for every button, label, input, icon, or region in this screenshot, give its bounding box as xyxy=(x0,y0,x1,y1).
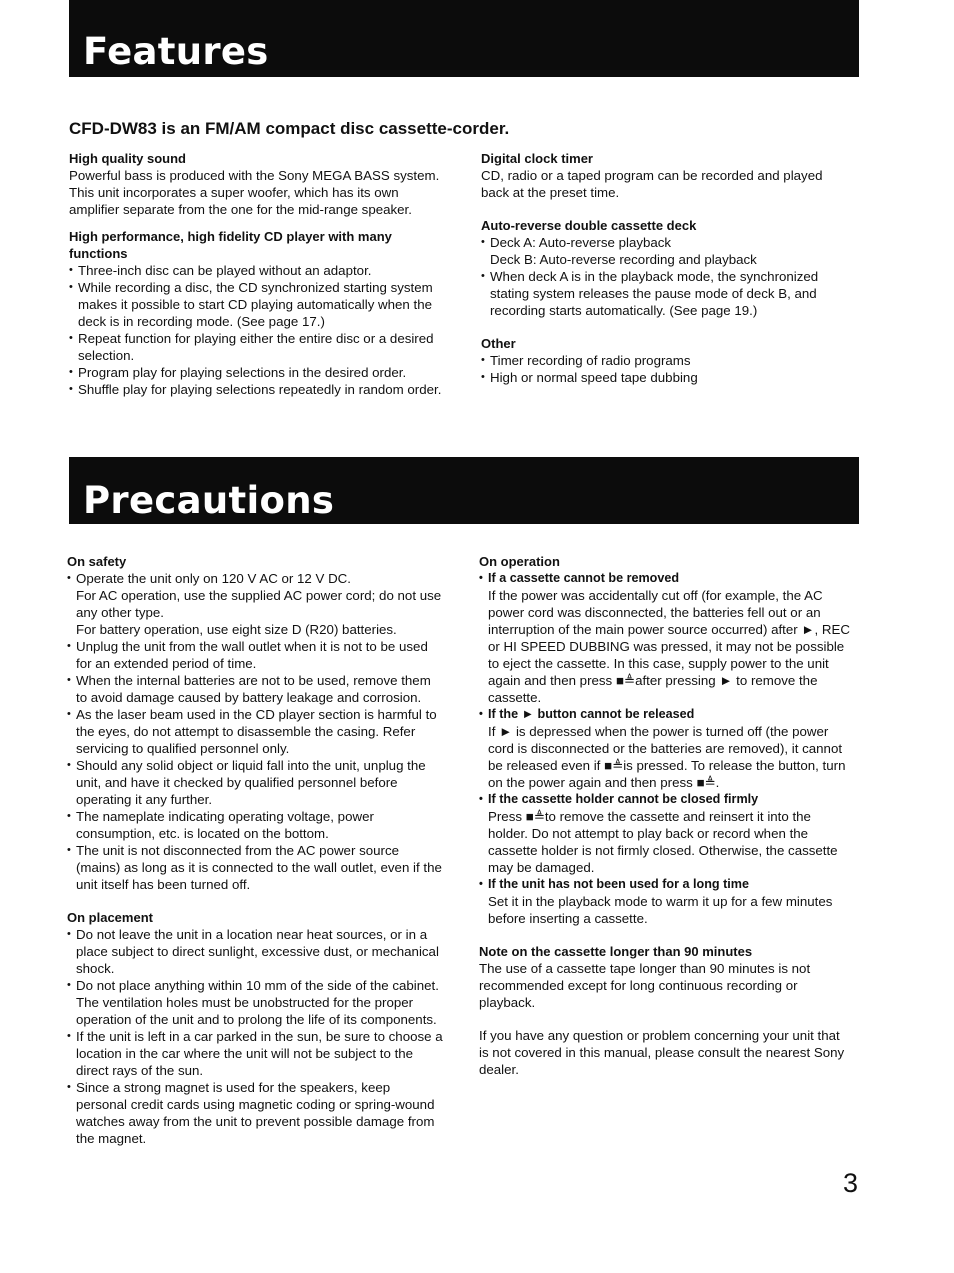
subheading: • If a cassette cannot be removed xyxy=(479,570,851,587)
section-heading: Note on the cassette longer than 90 minutes xyxy=(479,944,753,959)
features-subtitle: CFD-DW83 is an FM/AM compact disc cassette-corder. xyxy=(69,119,510,138)
on-operation-section xyxy=(479,553,851,927)
section-heading: High performance, high fidelity CD player with many functions xyxy=(69,229,392,261)
features-left-column xyxy=(69,150,444,414)
list-item: • As the laser beam used in the CD player section is harmful to the eyes, do not attempt to disassemble the casing. Refer servicing to qualified personnel only. xyxy=(67,706,443,757)
list-item: • Unplug the unit from the wall outlet when it is not to be used for an extended period of time. xyxy=(67,638,443,672)
feature-cassette-deck xyxy=(481,217,849,319)
list-item: • Shuffle play for playing selections repeatedly in random order. xyxy=(69,381,444,398)
section-heading: On operation xyxy=(479,554,560,569)
bullet-list xyxy=(67,926,443,1147)
page-number: 3 xyxy=(842,1168,858,1198)
section-heading: Other xyxy=(481,336,516,351)
list-item: • Program play for playing selections in the desired order. xyxy=(69,364,444,381)
section-heading: On placement xyxy=(67,910,153,925)
deck-b-text: Deck B: Auto-reverse recording and playback xyxy=(490,252,757,267)
list-item xyxy=(481,234,849,268)
section-heading: Digital clock timer xyxy=(481,151,593,166)
feature-cd-player xyxy=(69,228,444,398)
features-right-column xyxy=(481,150,849,402)
list-item: • While recording a disc, the CD synchronized starting system makes it possible to start CD playing automatically when the deck is in recording mode. (See page 17.) xyxy=(69,279,444,330)
paragraph: If ► is depressed when the power is turned off (the power cord is disconnected or the batteries are removed), it cannot be released even if ■≜is pressed. To release the button, turn on the power again and then press ■≜. xyxy=(488,724,846,790)
list-item: • When deck A is in the playback mode, the synchronized stating system releases the pause mode of deck B, and recording starts automatically. (See page 19.) xyxy=(481,268,849,319)
features-banner xyxy=(69,0,859,77)
precautions-banner xyxy=(69,457,859,524)
list-item: • Should any solid object or liquid fall into the unit, unplug the unit, and have it checked by qualified personnel before operating it any further. xyxy=(67,757,443,808)
paragraph: Press ■≜to remove the cassette and reinsert it into the holder. Do not attempt to play back or record when the cassette holder is not firmly closed. Otherwise, the cassette may be damaged. xyxy=(488,809,838,875)
list-item-subtext: For battery operation, use eight size D (R20) batteries. xyxy=(76,622,397,637)
features-title: Features xyxy=(83,30,269,73)
paragraph: The use of a cassette tape longer than 90 minutes is not recommended except for long continuous recording or playback. xyxy=(479,961,811,1010)
precautions-title: Precautions xyxy=(83,479,335,522)
list-item: • Do not place anything within 10 mm of the side of the cabinet. The ventilation holes must be unobstructed for the proper operation of the unit and to prolong the life of its components. xyxy=(67,977,443,1028)
feature-high-quality-sound xyxy=(69,150,444,218)
paragraph: CD, radio or a taped program can be recorded and played back at the preset time. xyxy=(481,168,823,200)
section-heading: On safety xyxy=(67,554,127,569)
list-item: • Since a strong magnet is used for the speakers, keep personal credit cards using magnetic coding or spring-wound watches away from the unit to prevent possible damage from the magnet. xyxy=(67,1079,443,1147)
paragraph: Set it in the playback mode to warm it up for a few minutes before inserting a cassette. xyxy=(488,894,833,926)
paragraph: This unit incorporates a super woofer, which has its own amplifier separate from the one for the mid-range speaker. xyxy=(69,185,412,217)
precautions-right-column xyxy=(479,553,851,1078)
feature-digital-clock-timer xyxy=(481,150,849,201)
bullet-list xyxy=(481,234,849,319)
subheading: • If the unit has not been used for a long time xyxy=(479,876,851,893)
closing-paragraph: If you have any question or problem concerning your unit that is not covered in this manual, please consult the nearest Sony dealer. xyxy=(479,1028,845,1077)
feature-other xyxy=(481,335,849,386)
section-heading: High quality sound xyxy=(69,151,186,166)
list-item: • If the unit is left in a car parked in the sun, be sure to choose a location in the car where the unit will not be subject to the direct rays of the sun. xyxy=(67,1028,443,1079)
list-item: • When the internal batteries are not to be used, remove them to avoid damage caused by battery leakage and corrosion. xyxy=(67,672,443,706)
list-item: • Repeat function for playing either the entire disc or a desired selection. xyxy=(69,330,444,364)
section-heading: Auto-reverse double cassette deck xyxy=(481,218,697,233)
bullet-list xyxy=(69,262,444,398)
list-item-text: Deck A: Auto-reverse playback xyxy=(490,235,672,250)
list-item-subtext: For AC operation, use the supplied AC power cord; do not use any other type. xyxy=(76,588,442,620)
subheading: • If the ► button cannot be released xyxy=(479,706,851,723)
precautions-left-column xyxy=(67,553,443,1163)
on-safety-section xyxy=(67,553,443,893)
list-item: • The unit is not disconnected from the AC power source (mains) as long as it is connected to the wall outlet, even if the unit itself has been turned off. xyxy=(67,842,443,893)
paragraph: If the power was accidentally cut off (for example, the AC power cord was disconnected, the batteries fell out or an interruption of the main power source occurred) after ►, REC or HI SPEED DUBBING was pressed, it may not be possible to eject the cassette. In this case, supply power to the unit again and then press ■≜after pressing ► to remove the cassette. xyxy=(488,588,850,705)
note-section xyxy=(479,943,851,1011)
list-item: • Three-inch disc can be played without an adaptor. xyxy=(69,262,444,279)
list-item: • Do not leave the unit in a location near heat sources, or in a place subject to direct sunlight, excessive dust, or mechanical shock. xyxy=(67,926,443,977)
list-item: • The nameplate indicating operating voltage, power consumption, etc. is located on the bottom. xyxy=(67,808,443,842)
list-item-text: Operate the unit only on 120 V AC or 12 V DC. xyxy=(76,571,351,586)
list-item: • High or normal speed tape dubbing xyxy=(481,369,849,386)
on-placement-section xyxy=(67,909,443,1147)
list-item: • Timer recording of radio programs xyxy=(481,352,849,369)
bullet-list xyxy=(481,352,849,386)
bullet-list xyxy=(67,570,443,893)
subheading: • If the cassette holder cannot be closed firmly xyxy=(479,791,851,808)
paragraph: Powerful bass is produced with the Sony MEGA BASS system. xyxy=(69,168,440,183)
list-item xyxy=(67,570,443,638)
